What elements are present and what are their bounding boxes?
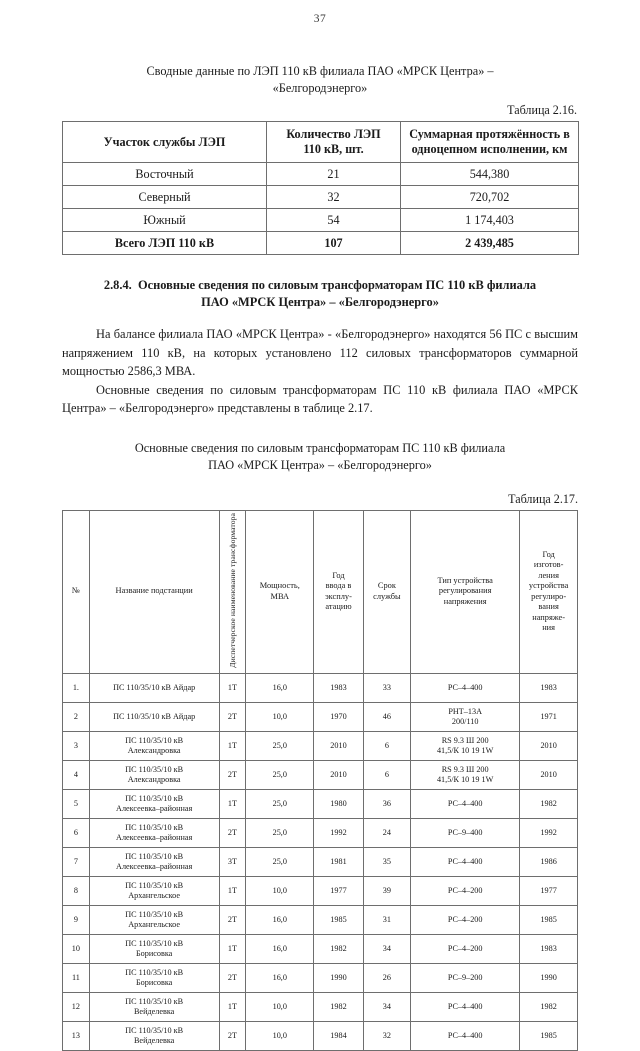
cell-substation-name bbox=[89, 673, 219, 702]
regulator-type-line2: 200/110 bbox=[451, 716, 479, 726]
table1-header-row bbox=[63, 122, 579, 163]
table2-header-gyear-l3: ления bbox=[538, 570, 559, 580]
table-row bbox=[63, 702, 578, 731]
cell-power: 10,0 bbox=[246, 876, 314, 905]
table2-header-srok-l2: службы bbox=[373, 591, 401, 601]
transformers-table bbox=[62, 510, 578, 1051]
table2-header-dispatch-label: Диспетчерское наименование трансформатора bbox=[227, 512, 237, 668]
table2-header-commission-year bbox=[314, 510, 363, 673]
cell-regulator-year: 1982 bbox=[520, 789, 578, 818]
regulator-type-line1: РС–9–400 bbox=[447, 827, 483, 837]
cell-count: 21 bbox=[267, 163, 401, 186]
table2-title-line2: ПАО «МРСК Центра» – «Белгородэнерго» bbox=[208, 457, 432, 472]
cell-substation-name bbox=[89, 905, 219, 934]
section-title-line1: Основные сведения по силовым трансформаторам ПС 110 кВ филиала bbox=[137, 278, 537, 292]
table2-header-service-life bbox=[363, 510, 410, 673]
table2-header-year-l2: ввода в bbox=[325, 581, 352, 591]
cell-length: 544,380 bbox=[401, 163, 579, 186]
table2-header-power-l2: МВА bbox=[270, 591, 290, 601]
cell-regulator-year: 2010 bbox=[520, 760, 578, 789]
cell-commission-year: 1992 bbox=[314, 818, 363, 847]
cell-regulator-year: 2010 bbox=[520, 731, 578, 760]
substation-name-line1: ПС 110/35/10 кВ bbox=[125, 938, 184, 948]
regulator-type-line1: РС–4–400 bbox=[447, 1030, 483, 1040]
cell-power: 25,0 bbox=[246, 847, 314, 876]
cell-regulator-type bbox=[411, 1021, 520, 1050]
section-heading bbox=[62, 277, 578, 311]
cell-substation-name bbox=[89, 876, 219, 905]
cell-length: 1 174,403 bbox=[401, 209, 579, 232]
cell-substation-name bbox=[89, 1021, 219, 1050]
cell-substation-name bbox=[89, 963, 219, 992]
substation-name-line1: ПС 110/35/10 кВ bbox=[125, 764, 184, 774]
table1-header-length-l2: одноцепном исполнении, км bbox=[411, 142, 568, 156]
regulator-type-line1: РС–4–200 bbox=[447, 943, 483, 953]
table2-caption: Таблица 2.17. bbox=[508, 491, 578, 506]
cell-regulator-year: 1985 bbox=[520, 1021, 578, 1050]
table1-header-count bbox=[267, 122, 401, 163]
cell-number: 11 bbox=[63, 963, 90, 992]
substation-name-line1: ПС 110/35/10 кВ bbox=[125, 967, 184, 977]
table-row bbox=[63, 789, 578, 818]
table-row bbox=[63, 876, 578, 905]
table2-header-gyear-l5: регулиро- bbox=[531, 591, 567, 601]
cell-service-life: 34 bbox=[363, 934, 410, 963]
cell-regulator-year: 1977 bbox=[520, 876, 578, 905]
substation-name-line1: ПС 110/35/10 кВ bbox=[125, 880, 184, 890]
table-row bbox=[63, 934, 578, 963]
table-row bbox=[63, 905, 578, 934]
substation-name-line2: Александровка bbox=[127, 774, 181, 784]
cell-service-life: 34 bbox=[363, 992, 410, 1021]
cell-commission-year: 2010 bbox=[314, 731, 363, 760]
cell-regulator-type bbox=[411, 731, 520, 760]
cell-power: 25,0 bbox=[246, 731, 314, 760]
cell-dispatch-name: 3Т bbox=[219, 847, 246, 876]
substation-name-line1: ПС 110/35/10 кВ bbox=[125, 793, 184, 803]
cell-regulator-type bbox=[411, 673, 520, 702]
cell-substation-name bbox=[89, 702, 219, 731]
table2-header-regulator-year bbox=[520, 510, 578, 673]
cell-commission-year: 1982 bbox=[314, 992, 363, 1021]
table1-title bbox=[62, 63, 578, 97]
cell-power: 25,0 bbox=[246, 789, 314, 818]
cell-service-life: 24 bbox=[363, 818, 410, 847]
cell-commission-year: 1981 bbox=[314, 847, 363, 876]
cell-number: 1. bbox=[63, 673, 90, 702]
substation-name-line1: ПС 110/35/10 кВ bbox=[125, 996, 184, 1006]
cell-regulator-year: 1986 bbox=[520, 847, 578, 876]
substation-name-line1: ПС 110/35/10 кВ Айдар bbox=[113, 682, 196, 692]
table2-header-year-l1: Год bbox=[332, 570, 345, 580]
cell-count: 32 bbox=[267, 186, 401, 209]
table2-header-type-l2: регулирования bbox=[438, 586, 492, 596]
cell-commission-year: 1984 bbox=[314, 1021, 363, 1050]
substation-name-line1: ПС 110/35/10 кВ bbox=[125, 822, 184, 832]
cell-power: 16,0 bbox=[246, 673, 314, 702]
paragraph-balance: На балансе филиала ПАО «МРСК Центра» - «Белгородэнерго» находятся 56 ПС с высшим напряжением 110 кВ, на которых установлено 112 силовых трансформаторов суммарной мощностью 2586,3 МВА. bbox=[62, 327, 578, 378]
table2-title-line1: Основные сведения по силовым трансформаторам ПС 110 кВ филиала bbox=[134, 440, 506, 455]
table-row bbox=[63, 673, 578, 702]
table2-header-power bbox=[246, 510, 314, 673]
cell-number: 12 bbox=[63, 992, 90, 1021]
regulator-type-line1: РС–4–400 bbox=[447, 798, 483, 808]
cell-dispatch-name: 1Т bbox=[219, 934, 246, 963]
cell-service-life: 35 bbox=[363, 847, 410, 876]
table2-header-regulator-type bbox=[411, 510, 520, 673]
cell-area: Восточный bbox=[63, 163, 267, 186]
cell-dispatch-name: 1Т bbox=[219, 673, 246, 702]
cell-dispatch-name: 2Т bbox=[219, 760, 246, 789]
cell-dispatch-name: 2Т bbox=[219, 963, 246, 992]
cell-regulator-year: 1992 bbox=[520, 818, 578, 847]
regulator-type-line2: 41,5/К 10 19 1W bbox=[436, 745, 494, 755]
table1-header-length bbox=[401, 122, 579, 163]
cell-count: 54 bbox=[267, 209, 401, 232]
regulator-type-line1: РНТ–13А bbox=[448, 706, 482, 716]
section-number: 2.8.4. bbox=[103, 278, 132, 292]
cell-regulator-type bbox=[411, 789, 520, 818]
table-row bbox=[63, 818, 578, 847]
table-row bbox=[63, 209, 579, 232]
substation-name-line2: Борисовка bbox=[135, 977, 173, 987]
cell-service-life: 6 bbox=[363, 760, 410, 789]
cell-dispatch-name: 1Т bbox=[219, 731, 246, 760]
cell-power: 25,0 bbox=[246, 760, 314, 789]
substation-name-line2: Вейделевка bbox=[133, 1006, 175, 1016]
cell-power: 16,0 bbox=[246, 905, 314, 934]
regulator-type-line1: РС–4–400 bbox=[447, 856, 483, 866]
regulator-type-line1: РС–4–200 bbox=[447, 885, 483, 895]
table2-header-type-l1: Тип устройства bbox=[437, 575, 493, 585]
table2-header-power-l1: Мощность, bbox=[259, 581, 300, 591]
cell-dispatch-name: 2Т bbox=[219, 702, 246, 731]
cell-power: 10,0 bbox=[246, 702, 314, 731]
cell-regulator-type bbox=[411, 992, 520, 1021]
cell-total-label: Всего ЛЭП 110 кВ bbox=[63, 232, 267, 255]
cell-substation-name bbox=[89, 847, 219, 876]
table-row bbox=[63, 163, 579, 186]
cell-service-life: 36 bbox=[363, 789, 410, 818]
table1-title-line2: «Белгородэнерго» bbox=[272, 81, 368, 95]
cell-substation-name bbox=[89, 760, 219, 789]
table1-header-count-l1: Количество ЛЭП bbox=[286, 127, 381, 141]
cell-dispatch-name: 1Т bbox=[219, 876, 246, 905]
cell-number: 8 bbox=[63, 876, 90, 905]
cell-dispatch-name: 2Т bbox=[219, 818, 246, 847]
cell-substation-name bbox=[89, 789, 219, 818]
cell-regulator-type bbox=[411, 905, 520, 934]
table2-header-gyear-l4: устройства bbox=[528, 581, 569, 591]
cell-power: 10,0 bbox=[246, 1021, 314, 1050]
cell-service-life: 46 bbox=[363, 702, 410, 731]
cell-service-life: 33 bbox=[363, 673, 410, 702]
table-row bbox=[63, 186, 579, 209]
cell-commission-year: 1980 bbox=[314, 789, 363, 818]
table2-header-name: Название подстанции bbox=[89, 510, 219, 673]
table-row bbox=[63, 731, 578, 760]
table-row bbox=[63, 847, 578, 876]
cell-number: 10 bbox=[63, 934, 90, 963]
cell-dispatch-name: 1Т bbox=[219, 992, 246, 1021]
cell-substation-name bbox=[89, 934, 219, 963]
substation-name-line2: Алексеевка–районная bbox=[116, 861, 193, 871]
table2-header-gyear-l8: ния bbox=[542, 623, 556, 633]
cell-power: 16,0 bbox=[246, 963, 314, 992]
table-row bbox=[63, 1021, 578, 1050]
cell-commission-year: 1983 bbox=[314, 673, 363, 702]
cell-total-length: 2 439,485 bbox=[401, 232, 579, 255]
cell-regulator-year: 1983 bbox=[520, 673, 578, 702]
cell-regulator-year: 1982 bbox=[520, 992, 578, 1021]
cell-regulator-year: 1983 bbox=[520, 934, 578, 963]
regulator-type-line1: RS 9.3 Ш 200 bbox=[441, 735, 489, 745]
regulator-type-line2: 41,5/К 10 19 1W bbox=[436, 774, 494, 784]
table2-header-type-l3: напряжения bbox=[443, 596, 487, 606]
table-row bbox=[63, 992, 578, 1021]
table2-header-num: № bbox=[63, 510, 90, 673]
regulator-type-line1: RS 9.3 Ш 200 bbox=[441, 764, 489, 774]
cell-commission-year: 1982 bbox=[314, 934, 363, 963]
table2-header-gyear-l2: изготов- bbox=[533, 560, 564, 570]
table2-header-year-l3: эксплу- bbox=[325, 591, 352, 601]
cell-area: Северный bbox=[63, 186, 267, 209]
page-content bbox=[0, 63, 640, 1051]
substation-name-line2: Архангельское bbox=[128, 919, 181, 929]
cell-total-count: 107 bbox=[267, 232, 401, 255]
table2-header-gyear-l1: Год bbox=[542, 549, 555, 559]
cell-regulator-type bbox=[411, 760, 520, 789]
cell-regulator-type bbox=[411, 876, 520, 905]
regulator-type-line1: РС–9–200 bbox=[447, 972, 483, 982]
cell-number: 13 bbox=[63, 1021, 90, 1050]
cell-dispatch-name: 2Т bbox=[219, 905, 246, 934]
regulator-type-line1: РС–4–200 bbox=[447, 914, 483, 924]
table1-body bbox=[63, 163, 579, 255]
cell-service-life: 39 bbox=[363, 876, 410, 905]
substation-name-line2: Архангельское bbox=[128, 890, 181, 900]
substation-name-line1: ПС 110/35/10 кВ Айдар bbox=[113, 711, 196, 721]
section-title-line2: ПАО «МРСК Центра» – «Белгородэнерго» bbox=[201, 295, 439, 309]
cell-dispatch-name: 2Т bbox=[219, 1021, 246, 1050]
cell-regulator-year: 1971 bbox=[520, 702, 578, 731]
cell-dispatch-name: 1Т bbox=[219, 789, 246, 818]
substation-name-line1: ПС 110/35/10 кВ bbox=[125, 735, 184, 745]
cell-regulator-type bbox=[411, 818, 520, 847]
cell-number: 9 bbox=[63, 905, 90, 934]
cell-regulator-type bbox=[411, 847, 520, 876]
cell-power: 25,0 bbox=[246, 818, 314, 847]
cell-regulator-type bbox=[411, 934, 520, 963]
regulator-type-line1: РС–4–400 bbox=[447, 682, 483, 692]
cell-substation-name bbox=[89, 731, 219, 760]
cell-power: 16,0 bbox=[246, 934, 314, 963]
table2-header-gyear-l6: вания bbox=[538, 602, 559, 612]
table1-title-line1: Сводные данные по ЛЭП 110 кВ филиала ПАО «МРСК Центра» – bbox=[146, 64, 494, 78]
cell-regulator-type bbox=[411, 963, 520, 992]
paragraph-reference: Основные сведения по силовым трансформаторам ПС 110 кВ филиала ПАО «МРСК Центра» – «Белгородэнерго» представлены в таблице 2.17. bbox=[62, 382, 578, 415]
table2-body bbox=[63, 673, 578, 1050]
cell-number: 4 bbox=[63, 760, 90, 789]
table2-header-dispatch-name bbox=[219, 510, 246, 673]
cell-number: 2 bbox=[63, 702, 90, 731]
table1-caption: Таблица 2.16. bbox=[507, 103, 577, 117]
cell-commission-year: 1990 bbox=[314, 963, 363, 992]
cell-substation-name bbox=[89, 818, 219, 847]
table2-header-year-l4: атацию bbox=[325, 602, 352, 612]
table-row bbox=[63, 760, 578, 789]
page-number: 37 bbox=[313, 13, 327, 25]
cell-commission-year: 1985 bbox=[314, 905, 363, 934]
cell-number: 3 bbox=[63, 731, 90, 760]
substation-name-line1: ПС 110/35/10 кВ bbox=[125, 909, 184, 919]
cell-regulator-year: 1990 bbox=[520, 963, 578, 992]
table1-header-length-l1: Суммарная протяжённость в bbox=[409, 127, 570, 141]
cell-service-life: 6 bbox=[363, 731, 410, 760]
cell-commission-year: 1970 bbox=[314, 702, 363, 731]
table2-header-srok-l1: Срок bbox=[377, 581, 396, 591]
table1-header-area: Участок службы ЛЭП bbox=[63, 122, 267, 163]
regulator-type-line1: РС–4–400 bbox=[447, 1001, 483, 1011]
summary-lep-table bbox=[62, 121, 579, 255]
table1-total-row bbox=[63, 232, 579, 255]
cell-commission-year: 2010 bbox=[314, 760, 363, 789]
substation-name-line2: Алексеевка–районная bbox=[116, 803, 193, 813]
substation-name-line1: ПС 110/35/10 кВ bbox=[125, 1025, 184, 1035]
cell-commission-year: 1977 bbox=[314, 876, 363, 905]
cell-service-life: 26 bbox=[363, 963, 410, 992]
table2-title bbox=[62, 440, 578, 474]
table2-header-row bbox=[63, 510, 578, 673]
cell-regulator-type bbox=[411, 702, 520, 731]
cell-regulator-year: 1985 bbox=[520, 905, 578, 934]
table-row bbox=[63, 963, 578, 992]
cell-substation-name bbox=[89, 992, 219, 1021]
table2-header-gyear-l7: напряже- bbox=[532, 612, 566, 622]
cell-service-life: 31 bbox=[363, 905, 410, 934]
cell-power: 10,0 bbox=[246, 992, 314, 1021]
cell-service-life: 32 bbox=[363, 1021, 410, 1050]
cell-length: 720,702 bbox=[401, 186, 579, 209]
cell-number: 7 bbox=[63, 847, 90, 876]
cell-number: 6 bbox=[63, 818, 90, 847]
substation-name-line1: ПС 110/35/10 кВ bbox=[125, 851, 184, 861]
cell-area: Южный bbox=[63, 209, 267, 232]
substation-name-line2: Алексеевка–районная bbox=[116, 832, 193, 842]
substation-name-line2: Борисовка bbox=[135, 948, 173, 958]
substation-name-line2: Вейделевка bbox=[133, 1035, 175, 1045]
table1-header-count-l2: 110 кВ, шт. bbox=[303, 142, 364, 156]
cell-number: 5 bbox=[63, 789, 90, 818]
substation-name-line2: Александровка bbox=[127, 745, 181, 755]
